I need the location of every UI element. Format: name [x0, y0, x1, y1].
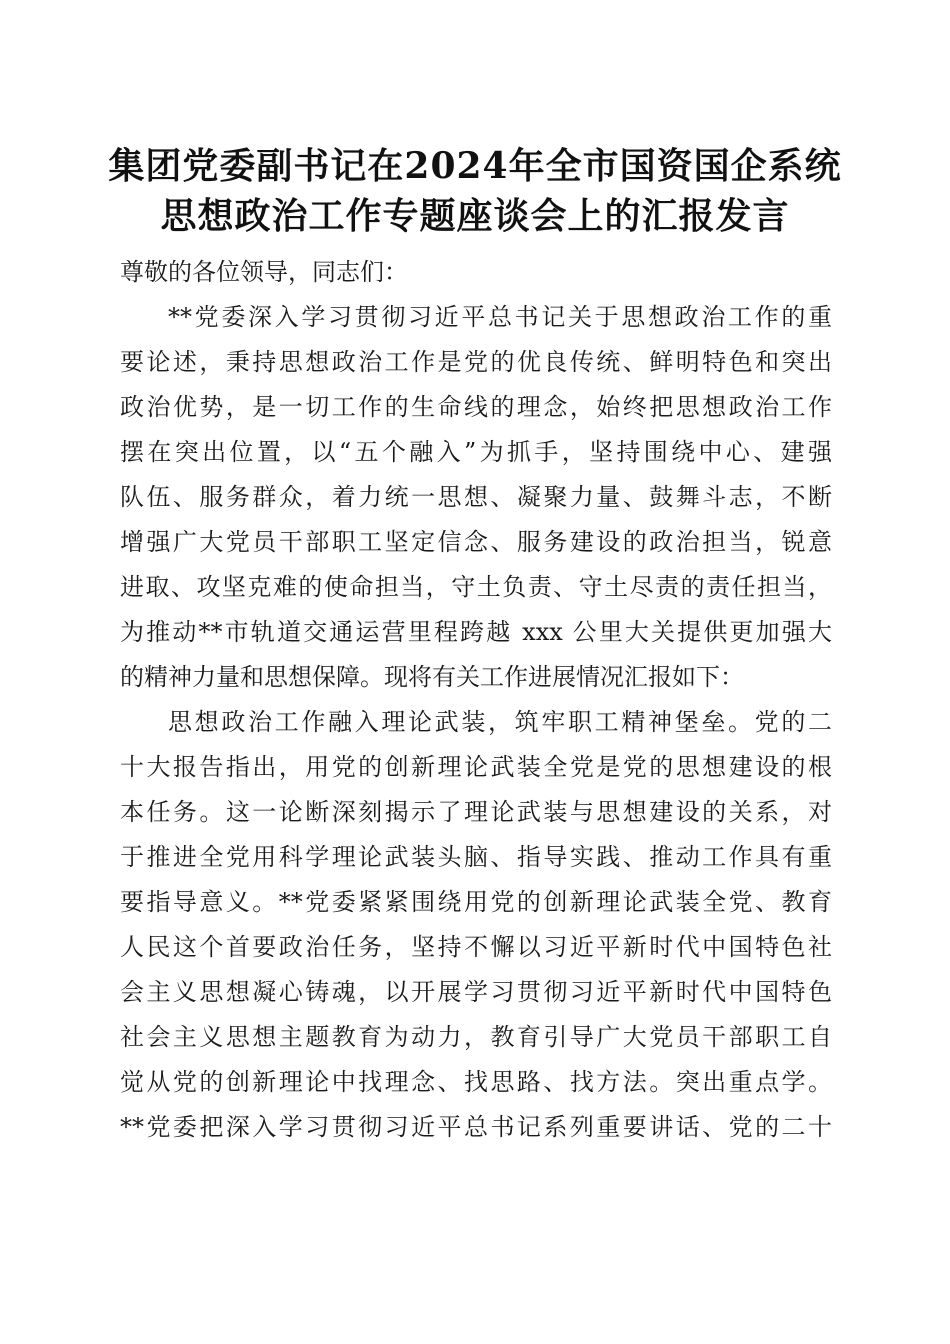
paragraph-2-line: 本任务。这一论断深刻揭示了理论武装与思想建设的关系，对 — [120, 798, 832, 826]
paragraph-2-line: 于推进全党用科学理论武装头脑、指导实践、推动工作具有重 — [120, 843, 832, 871]
paragraph-2-line: 觉从党的创新理论中找理念、找思路、找方法。突出重点学。 — [120, 1068, 832, 1096]
paragraph-1-line: **党委深入学习贯彻习近平总书记关于思想政治工作的重 — [168, 303, 832, 331]
paragraph-1-line: 摆在突出位置，以“五个融入”为抓手，坚持围绕中心、建强 — [120, 438, 832, 466]
paragraph-2-line: 思想政治工作融入理论武装，筑牢职工精神堡垒。党的二 — [168, 708, 832, 736]
document-title-line-1: 集团党委副书记在2024年全市国资国企系统 — [108, 145, 842, 187]
document-body — [120, 250, 832, 1150]
paragraph-2-line: 社会主义思想主题教育为动力，教育引导广大党员干部职工自 — [120, 1023, 832, 1051]
paragraph-1-line: 政治优势，是一切工作的生命线的理念，始终把思想政治工作 — [120, 393, 832, 421]
paragraph-2-line: 十大报告指出，用党的创新理论武装全党是党的思想建设的根 — [120, 753, 832, 781]
paragraph-2-line: 人民这个首要政治任务，坚持不懈以习近平新时代中国特色社 — [120, 933, 832, 961]
paragraph-1-line: 增强广大党员干部职工坚定信念、服务建设的政治担当，锐意 — [120, 528, 832, 556]
paragraph-2-line: 会主义思想凝心铸魂，以开展学习贯彻习近平新时代中国特色 — [120, 978, 832, 1006]
paragraph-2-line: 要指导意义。**党委紧紧围绕用党的创新理论武装全党、教育 — [120, 888, 832, 916]
paragraph-1-line: 进取、攻坚克难的使命担当，守土负责、守土尽责的责任担当， — [120, 573, 832, 601]
document-title-line-2: 思想政治工作专题座谈会上的汇报发言 — [160, 195, 790, 237]
paragraph-1-line: 为推动**市轨道交通运营里程跨越 xxx 公里大关提供更加强大 — [120, 618, 832, 646]
paragraph-2-line: **党委把深入学习贯彻习近平总书记系列重要讲话、党的二十 — [120, 1113, 832, 1141]
paragraph-1-line: 队伍、服务群众，着力统一思想、凝聚力量、鼓舞斗志，不断 — [120, 483, 832, 511]
salutation: 尊敬的各位领导，同志们： — [120, 258, 408, 286]
paragraph-1-line: 的精神力量和思想保障。现将有关工作进展情况汇报如下： — [120, 663, 744, 691]
paragraph-1-line: 要论述，秉持思想政治工作是党的优良传统、鲜明特色和突出 — [120, 348, 832, 376]
